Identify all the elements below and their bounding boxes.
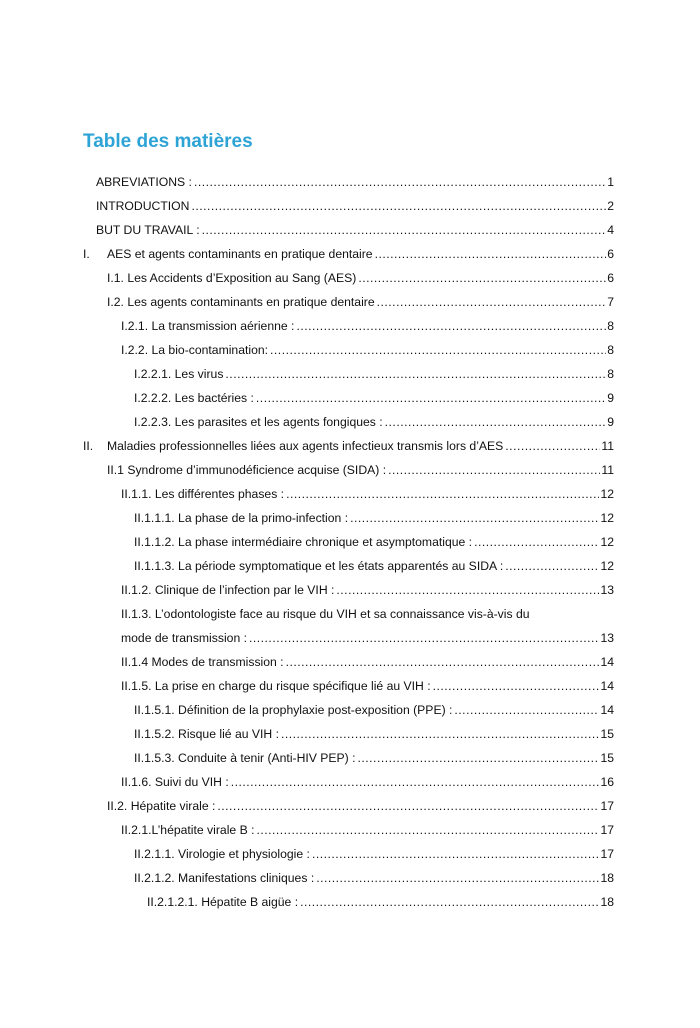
toc-entry[interactable]: [0, 746, 700, 770]
dot-leader: [433, 674, 600, 698]
toc-entry[interactable]: [0, 794, 700, 818]
toc-entry-page: 17: [600, 823, 614, 837]
toc-entry-text: II.1.1.3. La période symptomatique et les états apparentés au SIDA :: [134, 559, 504, 573]
toc-entry[interactable]: [0, 194, 700, 218]
toc-title: Table des matières: [83, 131, 253, 152]
toc-entry[interactable]: [0, 386, 700, 410]
dot-leader: [454, 698, 599, 722]
toc-entry[interactable]: [0, 722, 700, 746]
toc-entry-number: II.: [83, 439, 94, 453]
toc-entry-page: 12: [600, 511, 614, 525]
toc-entry-page: 2: [607, 199, 614, 213]
toc-entry-text: I.2.2. La bio-contamination:: [121, 343, 269, 357]
dot-leader: [231, 770, 600, 794]
dot-leader: [217, 794, 599, 818]
dot-leader: [375, 242, 607, 266]
toc-entry[interactable]: [0, 434, 700, 458]
toc-entry-text: INTRODUCTION: [96, 199, 190, 213]
toc-entry[interactable]: [0, 530, 700, 554]
toc-entry-text: II.1.4 Modes de transmission :: [121, 655, 284, 669]
toc-entry-number: I.: [83, 247, 90, 261]
toc-entries: [0, 170, 700, 914]
toc-entry[interactable]: [0, 242, 700, 266]
toc-entry-text: I.2.1. La transmission aérienne :: [121, 319, 295, 333]
dot-leader: [296, 314, 606, 338]
toc-entry[interactable]: [0, 770, 700, 794]
dot-leader: [385, 410, 607, 434]
toc-entry-page: 14: [600, 655, 614, 669]
toc-entry-page: 15: [600, 727, 614, 741]
dot-leader: [256, 818, 599, 842]
toc-entry[interactable]: [0, 674, 700, 698]
toc-entry[interactable]: [0, 650, 700, 674]
toc-entry-text: AES et agents contaminants en pratique dentaire: [107, 247, 373, 261]
toc-entry[interactable]: [0, 362, 700, 386]
dot-leader: [377, 290, 607, 314]
toc-entry[interactable]: [0, 314, 700, 338]
toc-entry-page: 6: [607, 247, 614, 261]
toc-entry-text: I.2.2.3. Les parasites et les agents fongiques :: [134, 415, 383, 429]
toc-entry-page: 1: [607, 175, 614, 189]
toc-entry-text: II.1.5.3. Conduite à tenir (Anti-HIV PEP) :: [134, 751, 356, 765]
toc-entry-page: 9: [607, 391, 614, 405]
toc-entry-text: II.1.5.2. Risque lié au VIH :: [134, 727, 279, 741]
toc-entry-page: 14: [600, 679, 614, 693]
toc-entry-page: 9: [607, 415, 614, 429]
toc-entry-page: 12: [600, 559, 614, 573]
toc-entry-text: II.2. Hépatite virale :: [107, 799, 216, 813]
toc-entry-page: 8: [607, 367, 614, 381]
dot-leader: [286, 650, 600, 674]
dot-leader: [358, 266, 606, 290]
toc-entry-text: II.1.5.1. Définition de la prophylaxie post-exposition (PPE) :: [134, 703, 453, 717]
toc-entry[interactable]: [0, 506, 700, 530]
dot-leader: [286, 482, 599, 506]
dot-leader: [194, 170, 606, 194]
toc-entry-page: 6: [607, 271, 614, 285]
toc-entry[interactable]: [0, 578, 700, 602]
dot-leader: [281, 722, 599, 746]
toc-entry-text: I.2.2.1. Les virus: [134, 367, 224, 381]
toc-entry[interactable]: [0, 842, 700, 866]
toc-entry[interactable]: [0, 338, 700, 362]
dot-leader: [300, 890, 599, 914]
toc-entry-text: II.1.1. Les différentes phases :: [121, 487, 285, 501]
toc-entry[interactable]: [0, 218, 700, 242]
toc-entry-page: 4: [607, 223, 614, 237]
toc-entry-page: 18: [600, 895, 614, 909]
toc-entry-page: 11: [601, 463, 614, 477]
toc-entry-page: 13: [600, 631, 614, 645]
toc-entry-page: 14: [600, 703, 614, 717]
toc-entry-text: II.2.1.L’hépatite virale B :: [121, 823, 255, 837]
dot-leader: [191, 194, 606, 218]
toc-entry-text: II.1.6. Suivi du VIH :: [121, 775, 229, 789]
dot-leader: [350, 506, 599, 530]
dot-leader: [358, 746, 600, 770]
toc-entry-text: I.2. Les agents contaminants en pratique dentaire: [107, 295, 375, 309]
toc-entry-page: 16: [600, 775, 614, 789]
toc-entry[interactable]: [0, 170, 700, 194]
dot-leader: [249, 626, 599, 650]
toc-entry-text-line1: II.1.3. L’odontologiste face au risque du VIH et sa connaissance vis-à-vis du: [121, 607, 530, 621]
toc-entry[interactable]: [0, 866, 700, 890]
toc-entry-page: 12: [600, 535, 614, 549]
toc-entry-page: 17: [600, 847, 614, 861]
toc-entry-text: II.2.1.2. Manifestations cliniques :: [134, 871, 315, 885]
toc-entry-text: II.2.1.2.1. Hépatite B aigüe :: [147, 895, 299, 909]
toc-entry[interactable]: [0, 890, 700, 914]
toc-entry[interactable]: [0, 458, 700, 482]
dot-leader: [388, 458, 600, 482]
dot-leader: [505, 554, 599, 578]
toc-entry[interactable]: [0, 698, 700, 722]
toc-entry-text: II.1.1.1. La phase de la primo-infection :: [134, 511, 349, 525]
dot-leader: [316, 866, 599, 890]
toc-entry-text: II.2.1.1. Virologie et physiologie :: [134, 847, 310, 861]
toc-entry[interactable]: [0, 602, 700, 650]
toc-entry[interactable]: [0, 410, 700, 434]
toc-entry-page: 13: [600, 583, 614, 597]
toc-entry-text: mode de transmission :: [121, 631, 247, 645]
toc-entry-page: 15: [600, 751, 614, 765]
toc-entry-text: ABREVIATIONS :: [96, 175, 192, 189]
toc-entry[interactable]: [0, 818, 700, 842]
toc-entry-page: 8: [607, 319, 614, 333]
toc-entry-page: 18: [600, 871, 614, 885]
toc-entry-page: 7: [607, 295, 614, 309]
toc-entry-text: I.2.2.2. Les bactéries :: [134, 391, 254, 405]
toc-entry-text: II.1.2. Clinique de l’infection par le VIH :: [121, 583, 335, 597]
dot-leader: [256, 386, 606, 410]
dot-leader: [225, 362, 606, 386]
dot-leader: [474, 530, 599, 554]
toc-entry-page: 12: [600, 487, 614, 501]
toc-entry-text: II.1.5. La prise en charge du risque spécifique lié au VIH :: [121, 679, 431, 693]
toc-entry-page: 17: [600, 799, 614, 813]
toc-entry[interactable]: [0, 482, 700, 506]
toc-entry-text: Maladies professionnelles liées aux agents infectieux transmis lors d’AES: [107, 439, 504, 453]
dot-leader: [505, 434, 600, 458]
toc-entry-text: I.1. Les Accidents d’Exposition au Sang (AES): [107, 271, 357, 285]
toc-entry-page: 11: [601, 439, 614, 453]
toc-entry-text: II.1 Syndrome d’immunodéficience acquise (SIDA) :: [107, 463, 387, 477]
toc-entry[interactable]: [0, 554, 700, 578]
dot-leader: [336, 578, 599, 602]
toc-entry-text: II.1.1.2. La phase intermédiaire chronique et asymptomatique :: [134, 535, 473, 549]
toc-entry-text: BUT DU TRAVAIL :: [96, 223, 200, 237]
toc-entry-page: 8: [607, 343, 614, 357]
dot-leader: [270, 338, 606, 362]
toc-entry[interactable]: [0, 266, 700, 290]
dot-leader: [312, 842, 600, 866]
dot-leader: [202, 218, 607, 242]
toc-entry[interactable]: [0, 290, 700, 314]
